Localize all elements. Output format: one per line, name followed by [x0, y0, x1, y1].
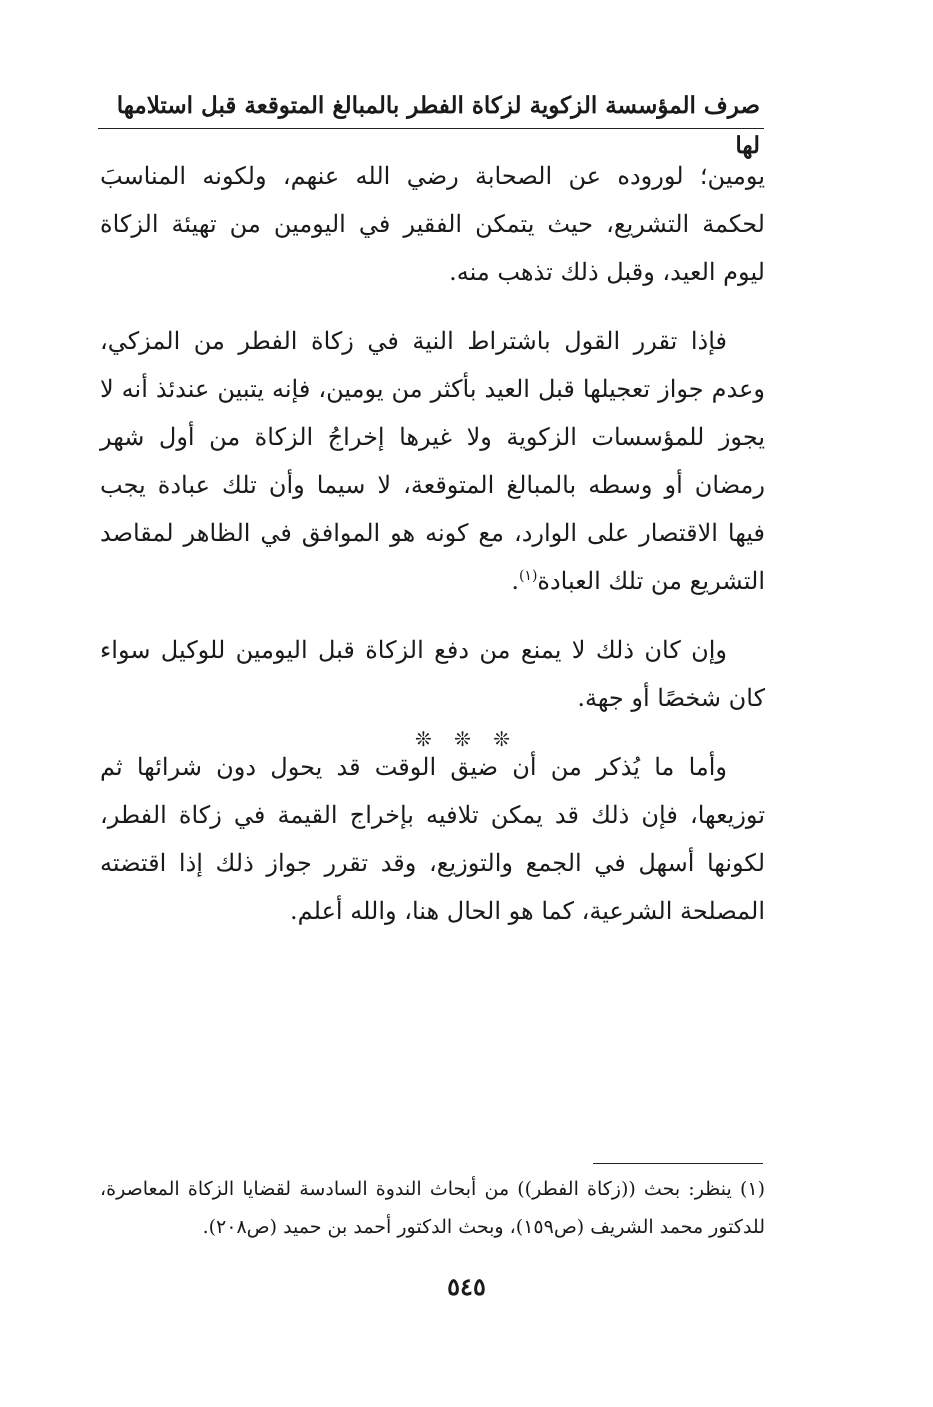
- running-header: صرف المؤسسة الزكوية لزكاة الفطر بالمبالغ المتوقعة قبل استلامها لها: [116, 92, 760, 159]
- header-rule: [98, 128, 764, 129]
- section-separator: ❊ ❊ ❊: [415, 727, 518, 751]
- paragraph-text: فإذا تقرر القول باشتراط النية في زكاة الفطر من المزكي، وعدم جواز تعجيلها قبل العيد بأكثر من يومين، فإنه يتبين عندئذ أنه لا يجوز للمؤسسات الزكوية ولا غيرها إخراجُ الزكاة من أول شهر رمضان أو وسطه بالمبالغ المتوقعة، لا سيما وأن تلك عبادة يجب فيها الاقتصار على الوارد، مع كونه هو الموافق في الظاهر لمقاصد التشريع من تلك العبادة: [100, 327, 766, 595]
- main-text: [100, 152, 765, 956]
- paragraph-end-punctuation: .: [511, 567, 519, 595]
- paragraph: وإن كان ذلك لا يمنع من دفع الزكاة قبل اليومين للوكيل سواء كان شخصًا أو جهة.: [100, 636, 765, 712]
- paragraph: [100, 317, 765, 605]
- page-number: ٥٤٥: [447, 1272, 486, 1301]
- footnote-rule: [593, 1163, 763, 1164]
- footnote-reference[interactable]: (١): [518, 568, 538, 584]
- footnote: (١) ينظر: بحث ((زكاة الفطر)) من أبحاث الندوة السادسة لقضايا الزكاة المعاصرة، للدكتور محمد الشريف (ص١٥٩)، وبحث الدكتور أحمد بن حميد (ص٢٠٨).: [100, 1178, 765, 1238]
- paragraph: وأما ما يُذكر من أن ضيق الوقت قد يحول دون شرائها ثم توزيعها، فإن ذلك قد يمكن تلافيه بإخراج القيمة في زكاة الفطر، لكونها أسهل في الجمع والتوزيع، وقد تقرر جواز ذلك إذا اقتضته المصلحة الشرعية، كما هو الحال هنا، والله أعلم.: [100, 753, 765, 925]
- paragraph: يومين؛ لوروده عن الصحابة رضي الله عنهم، ولكونه المناسبَ لحكمة التشريع، حيث يتمكن الفقير في اليومين من تهيئة الزكاة ليوم العيد، وقبل ذلك تذهب منه.: [100, 162, 765, 286]
